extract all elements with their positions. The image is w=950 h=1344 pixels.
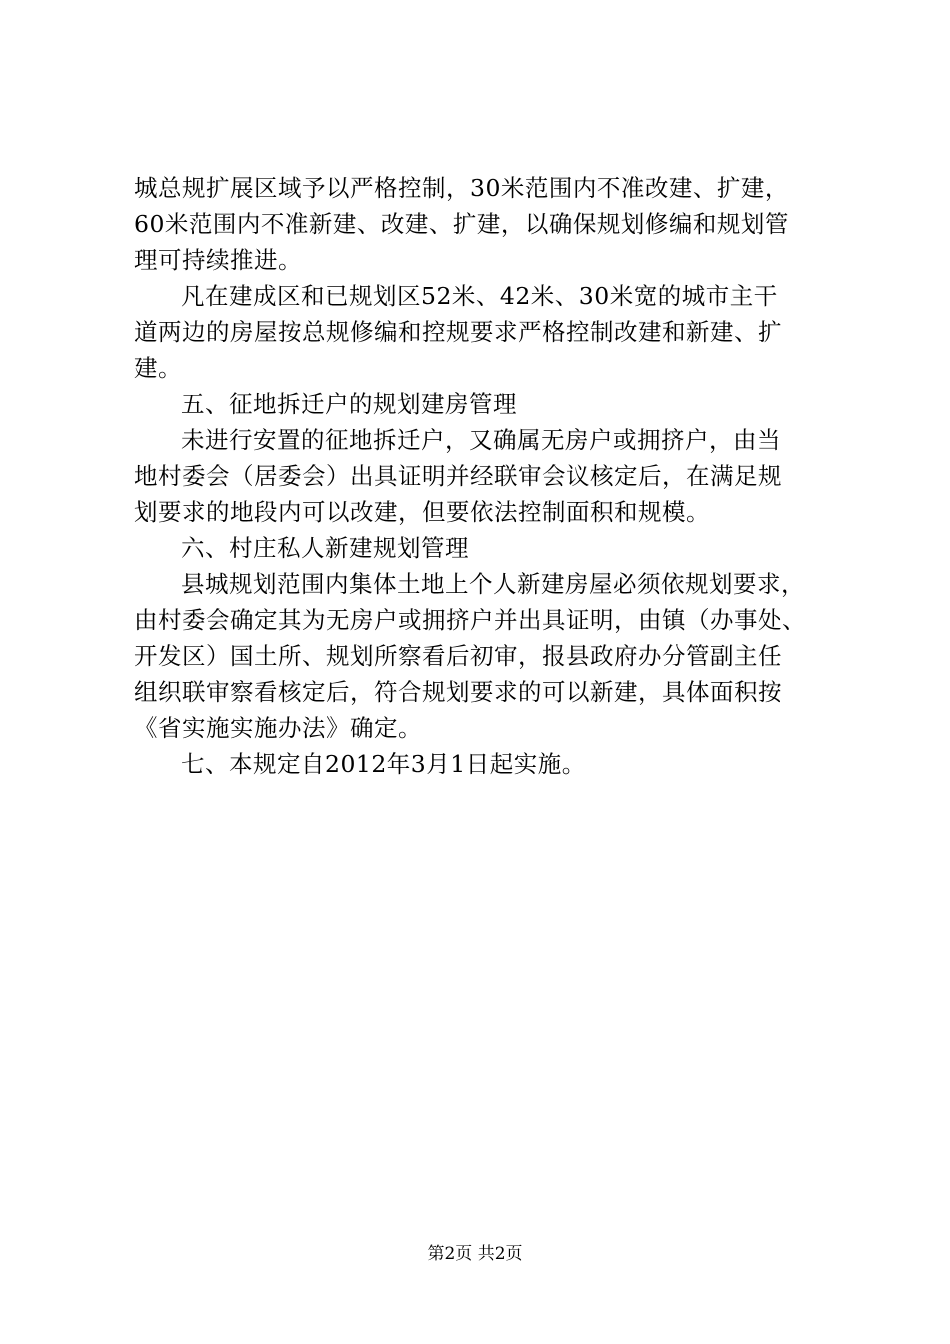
text-line: 划要求的地段内可以改建，但要依法控制面积和规模。 <box>134 498 710 526</box>
section-heading-7: 七、本规定自2012年3月1日起实施。 <box>181 750 586 778</box>
text-line: 建。 <box>134 354 182 382</box>
text-line: 由村委会确定其为无房户或拥挤户并出具证明，由镇（办事处、 <box>134 606 806 634</box>
section-heading-5: 五、征地拆迁户的规划建房管理 <box>181 390 517 418</box>
text-line: 60米范围内不准新建、改建、扩建，以确保规划修编和规划管 <box>134 210 789 238</box>
text-line: 《省实施实施办法》确定。 <box>134 714 422 742</box>
text-line: 开发区）国土所、规划所察看后初审，报县政府办分管副主任 <box>134 642 782 670</box>
text-line: 组织联审察看核定后，符合规划要求的可以新建，具体面积按 <box>134 678 782 706</box>
text-line: 道两边的房屋按总规修编和控规要求严格控制改建和新建、扩 <box>134 318 782 346</box>
page-number-footer: 第2页 共2页 <box>427 1244 523 1264</box>
paragraph-first-line: 凡在建成区和已规划区52米、42米、30米宽的城市主干 <box>181 282 778 310</box>
document-body <box>134 170 834 782</box>
paragraph-first-line: 县城规划范围内集体土地上个人新建房屋必须依规划要求， <box>181 570 805 598</box>
paragraph-first-line: 未进行安置的征地拆迁户，又确属无房户或拥挤户，由当 <box>181 426 781 454</box>
text-line: 理可持续推进。 <box>134 246 302 274</box>
text-line: 地村委会（居委会）出具证明并经联审会议核定后，在满足规 <box>134 462 782 490</box>
section-heading-6: 六、村庄私人新建规划管理 <box>181 534 469 562</box>
text-line: 城总规扩展区域予以严格控制，30米范围内不准改建、扩建， <box>134 174 789 202</box>
